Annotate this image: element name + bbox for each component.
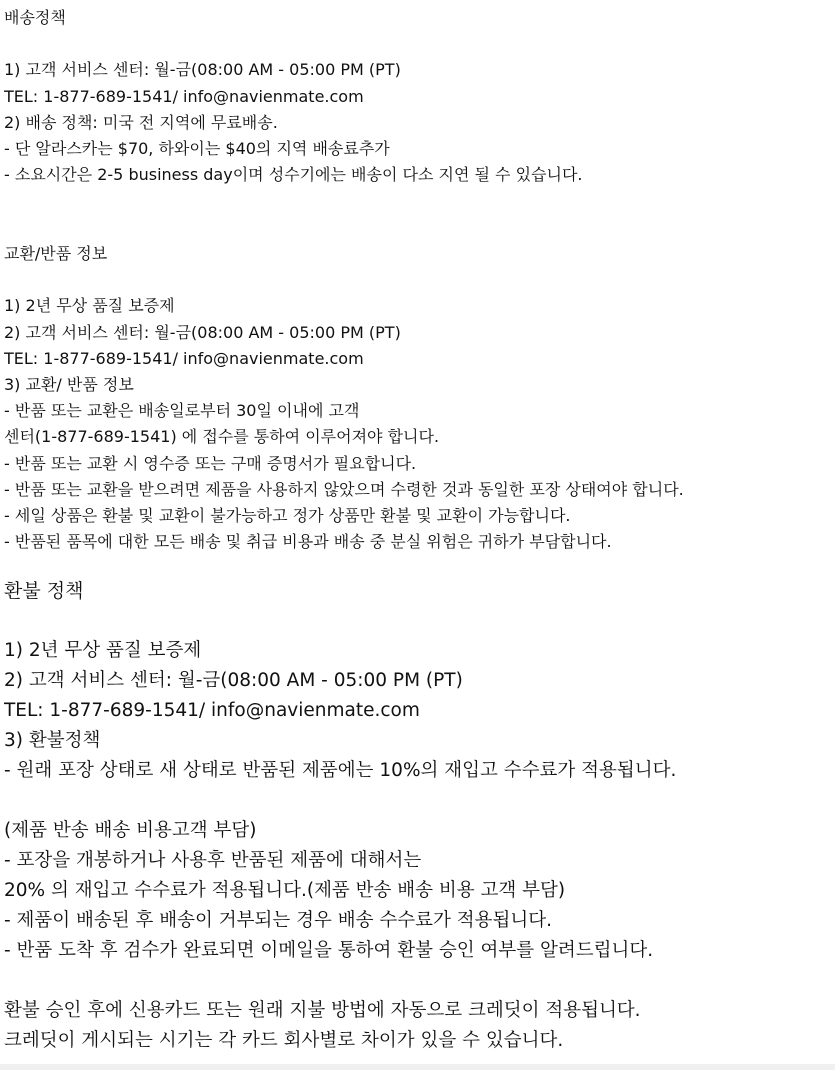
shipping-line: 1) 고객 서비스 센터: 월-금(08:00 AM - 05:00 PM (PT) (4, 60, 401, 80)
shipping-line: 2) 배송 정책: 미국 전 지역에 무료배송. (4, 112, 278, 132)
spacer (4, 267, 832, 293)
exchange-line: - 반품된 품목에 대한 모든 배송 및 취급 비용과 배송 중 분실 위험은 귀하가 부담합니다. (4, 532, 612, 552)
bottom-edge-bar (0, 1064, 835, 1070)
exchange-line: 2) 고객 서비스 센터: 월-금(08:00 AM - 05:00 PM (PT) (4, 322, 401, 342)
refund-line: 20% 의 재입고 수수료가 적용됩니다.(제품 반송 배송 비용 고객 부담) (4, 880, 566, 901)
shipping-line: - 단 알라스카는 $70, 하와이는 $40의 지역 배송료추가 (4, 139, 390, 158)
refund-line: 2) 고객 서비스 센터: 월-금(08:00 AM - 05:00 PM (PT) (4, 670, 463, 691)
shipping-line: TEL: 1-877-689-1541/ info@navienmate.com (4, 86, 364, 106)
exchange-line: TEL: 1-877-689-1541/ info@navienmate.com (4, 348, 364, 368)
refund-line: - 제품이 배송된 후 배송이 거부되는 경우 배송 수수료가 적용됩니다. (4, 910, 553, 931)
exchange-line: - 세일 상품은 환불 및 교환이 불가능하고 정가 상품만 환불 및 교환이 가능합니다. (4, 506, 571, 526)
refund-line: 1) 2년 무상 품질 보증제 (4, 640, 202, 661)
shipping-policy-section (4, 5, 832, 188)
exchange-line: 센터(1-877-689-1541) 에 접수를 통하여 이루어져야 합니다. (4, 427, 440, 447)
spacer (4, 966, 832, 996)
refund-policy-section (4, 576, 832, 1056)
exchange-line: - 반품 또는 교환은 배송일로부터 30일 이내에 고객 (4, 401, 360, 421)
exchange-return-section (4, 241, 832, 555)
refund-line: 크레딧이 게시되는 시기는 각 카드 회사별로 차이가 있을 수 있습니다. (4, 1030, 564, 1051)
refund-policy-title: 환불 정책 (4, 580, 84, 602)
spacer (4, 786, 832, 816)
exchange-line: 3) 교환/ 반품 정보 (4, 375, 134, 394)
refund-line: TEL: 1-877-689-1541/ info@navienmate.com (4, 700, 420, 721)
refund-line: - 반품 도착 후 검수가 완료되면 이메일을 통하여 환불 승인 여부를 알려드립니다. (4, 940, 654, 961)
exchange-line: 1) 2년 무상 품질 보증제 (4, 296, 175, 316)
shipping-line: - 소요시간은 2-5 business day이며 성수기에는 배송이 다소 지연 될 수 있습니다. (4, 165, 583, 185)
exchange-line: - 반품 또는 교환을 받으려면 제품을 사용하지 않았으며 수령한 것과 동일한 포장 상태여야 합니다. (4, 479, 684, 499)
spacer (4, 31, 832, 57)
spacer (4, 606, 832, 636)
refund-line: 3) 환불정책 (4, 730, 101, 751)
refund-line: - 포장을 개봉하거나 사용후 반품된 제품에 대해서는 (4, 850, 422, 871)
shipping-policy-title: 배송정책 (4, 8, 66, 27)
exchange-line: - 반품 또는 교환 시 영수증 또는 구매 증명서가 필요합니다. (4, 453, 417, 473)
refund-line: 환불 승인 후에 신용카드 또는 원래 지불 방법에 자동으로 크레딧이 적용됩니다. (4, 1000, 641, 1021)
refund-line: (제품 반송 배송 비용고객 부담) (4, 820, 257, 841)
exchange-return-title: 교환/반품 정보 (4, 244, 108, 263)
refund-line: - 원래 포장 상태로 새 상태로 반품된 제품에는 10%의 재입고 수수료가 적용됩니다. (4, 760, 677, 781)
